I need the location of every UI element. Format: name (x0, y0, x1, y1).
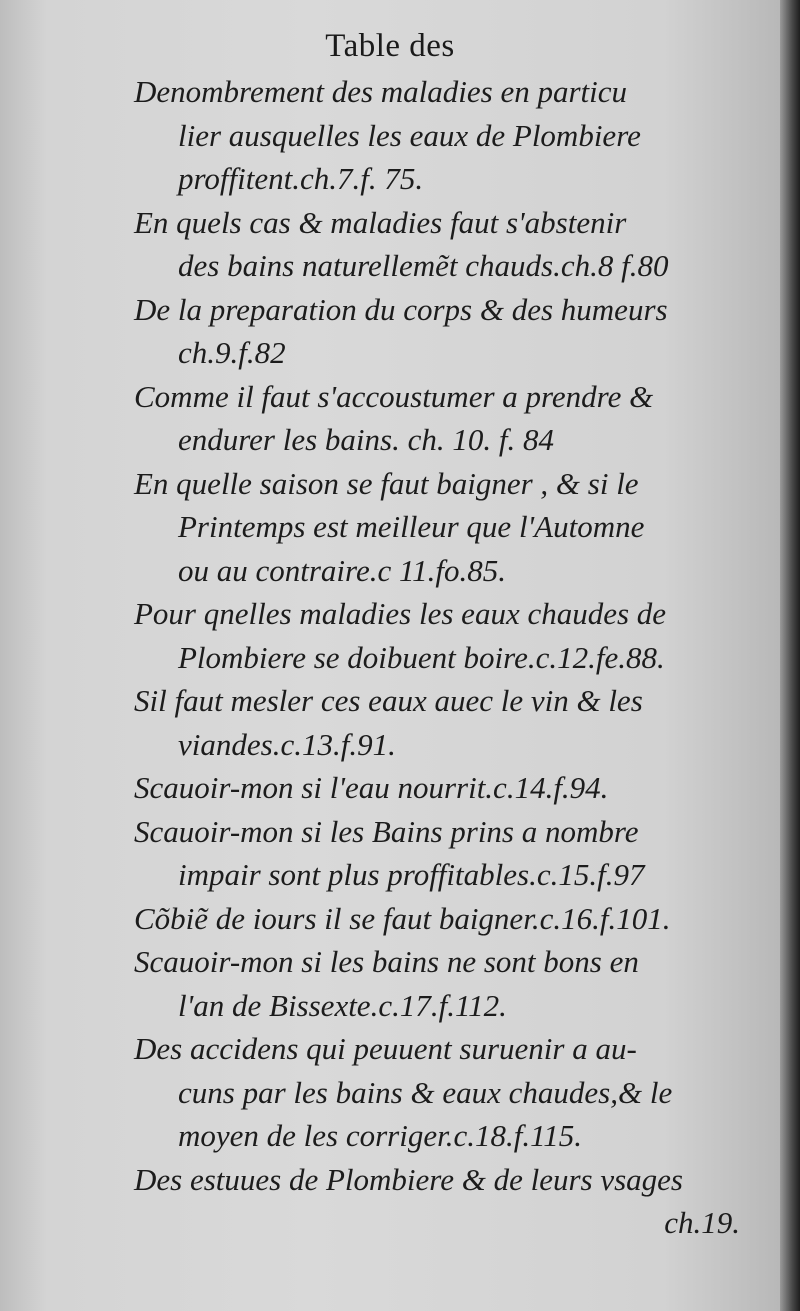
toc-entry-line: Sil faut mesler ces eaux auec le vin & les (134, 683, 643, 718)
page-header: Table des (325, 28, 455, 64)
toc-entry-line: lier ausquelles les eaux de Plombiere (178, 117, 641, 153)
table-of-contents (130, 70, 770, 1245)
toc-entry-line: Printemps est meilleur que l'Automne (178, 509, 645, 544)
toc-entry-line: Scauoir-mon si l'eau nourrit.c.14.f.94. (134, 770, 609, 805)
toc-entry (130, 1027, 770, 1158)
page-binding-edge (780, 0, 800, 1311)
toc-entry-line: Scauoir-mon si les bains ne sont bons en (134, 944, 639, 979)
toc-entry-line: proffitent.ch.7.f. 75. (178, 161, 424, 196)
toc-entry-line: Denombrement des maladies en particu (134, 74, 628, 109)
toc-entry (130, 592, 770, 679)
toc-entry (130, 679, 770, 766)
toc-entry (130, 462, 770, 593)
toc-entry-line: ch.19. (664, 1205, 740, 1240)
toc-entry-line: Pour qnelles maladies les eaux chaudes de (134, 596, 667, 631)
toc-entry-line: moyen de les corriger.c.18.f.115. (178, 1118, 583, 1153)
toc-entry-line: l'an de Bissexte.c.17.f.112. (178, 987, 507, 1023)
toc-entry (130, 810, 770, 897)
toc-entry-line: Plombiere se doibuent boire.c.12.fe.88. (178, 639, 665, 675)
toc-entry-line: Des accidens qui peuuent suruenir a au- (134, 1031, 637, 1066)
toc-entry-line: impair sont plus proffitables.c.15.f.97 (178, 857, 645, 892)
toc-entry (130, 288, 770, 375)
toc-entry-line: Comme il faut s'accoustumer a prendre & (134, 378, 654, 414)
toc-entry (130, 1158, 770, 1245)
toc-entry-line: Scauoir-mon si les Bains prins a nombre (134, 813, 639, 849)
toc-entry (130, 940, 770, 1027)
toc-entry-line: ch.9.f.82 (178, 335, 286, 370)
toc-entry-line: Cõbiẽ de iours il se faut baigner.c.16.f.101. (134, 900, 671, 936)
toc-entry-line: En quelle saison se faut baigner , & si le (134, 465, 639, 501)
toc-entry-line: endurer les bains. ch. 10. f. 84 (178, 422, 554, 457)
toc-entry-line: ou au contraire.c 11.fo.85. (178, 552, 507, 588)
toc-entry-line: De la preparation du corps & des humeurs (134, 291, 668, 327)
toc-entry (130, 201, 770, 288)
toc-entry (130, 897, 770, 941)
toc-entry (130, 766, 770, 810)
toc-entry-line: des bains naturellemẽt chauds.ch.8 f.80 (178, 248, 669, 283)
toc-entry-line: cuns par les bains & eaux chaudes,& le (178, 1074, 673, 1110)
toc-entry (130, 70, 770, 201)
toc-entry-line: En quels cas & maladies faut s'abstenir (134, 204, 627, 240)
toc-entry-line: viandes.c.13.f.91. (178, 726, 396, 762)
toc-entry-line: Des estuues de Plombiere & de leurs vsages (134, 1161, 683, 1197)
toc-entry (130, 375, 770, 462)
